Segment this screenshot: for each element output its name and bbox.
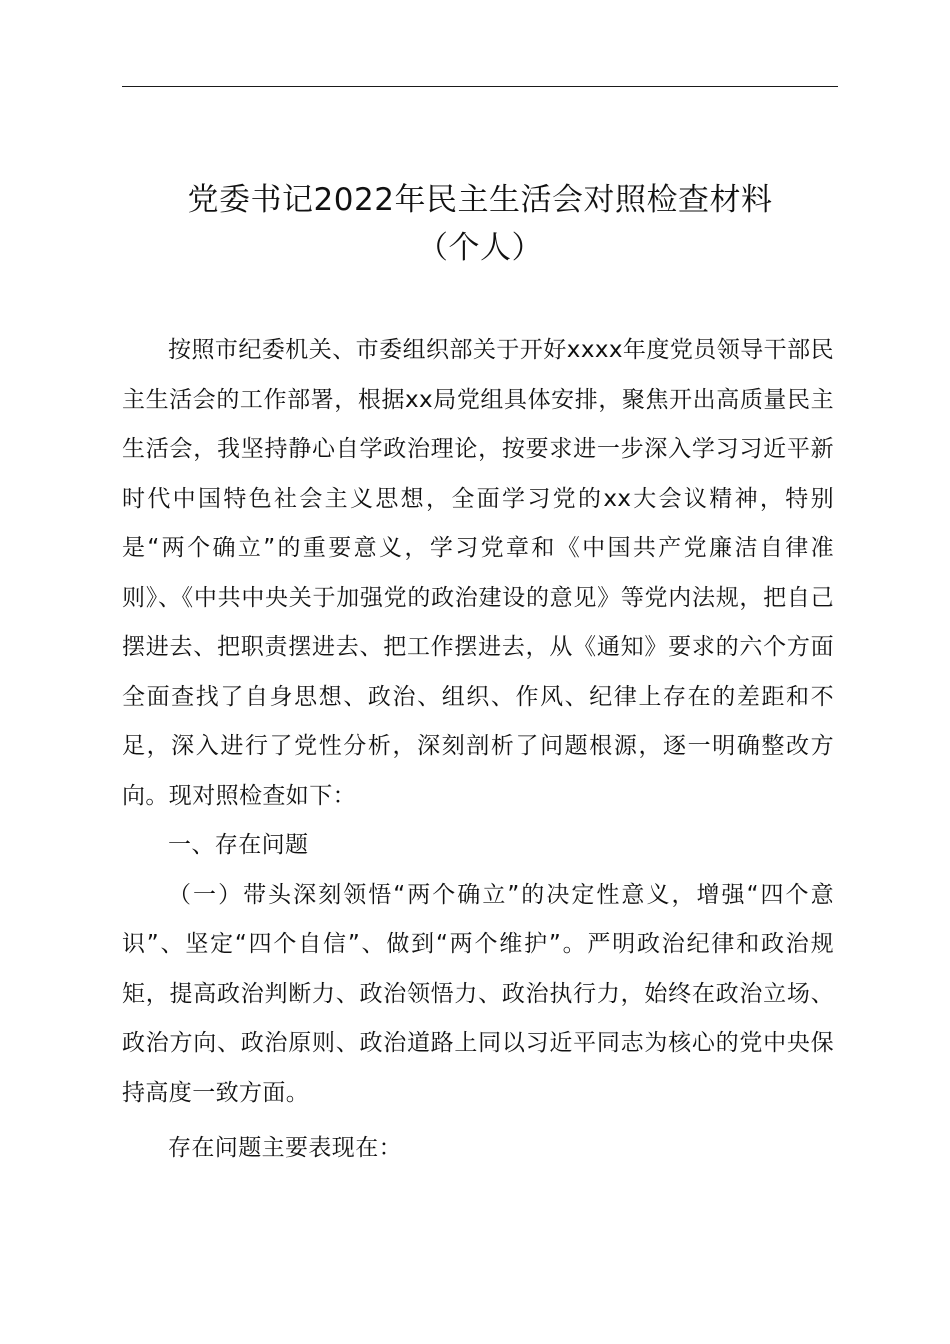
title-line-main: 党委书记2022年民主生活会对照检查材料 bbox=[187, 182, 773, 218]
header-rule bbox=[122, 86, 838, 87]
title-line-sub: （个人） bbox=[417, 230, 543, 266]
document-body bbox=[122, 326, 834, 1174]
document-title bbox=[122, 176, 838, 272]
problems-lead-paragraph: 存在问题主要表现在： bbox=[168, 1135, 402, 1161]
intro-paragraph: 按照市纪委机关、市委组织部关于开好xxxx年度党员领导干部民主生活会的工作部署，根据xx局党组具体安排，聚焦开出高质量民主生活会，我坚持静心自学政治理论，按要求进一步深入学习习近平新时代中国特色社会主义思想，全面学习党的xx大会议精神，特别是“两个确立”的重要意义，学习党章和《中国共产党廉洁自律准则》、《中共中央关于加强党的政治建设的意见》等党内法规，把自己摆进去、把职责摆进去、把工作摆进去，从《通知》要求的六个方面全面查找了自身思想、政治、组织、作风、纪律上存在的差距和不足，深入进行了党性分析，深刻剖析了问题根源，逐一明确整改方向。现对照检查如下： bbox=[122, 337, 834, 809]
subsection-paragraph: （一）带头深刻领悟“两个确立”的决定性意义，增强“四个意识”、坚定“四个自信”、做到“两个维护”。严明政治纪律和政治规矩，提高政治判断力、政治领悟力、政治执行力，始终在政治立场、政治方向、政治原则、政治道路上同以习近平同志为核心的党中央保持高度一致方面。 bbox=[122, 881, 834, 1106]
section-heading: 一、存在问题 bbox=[168, 832, 309, 858]
